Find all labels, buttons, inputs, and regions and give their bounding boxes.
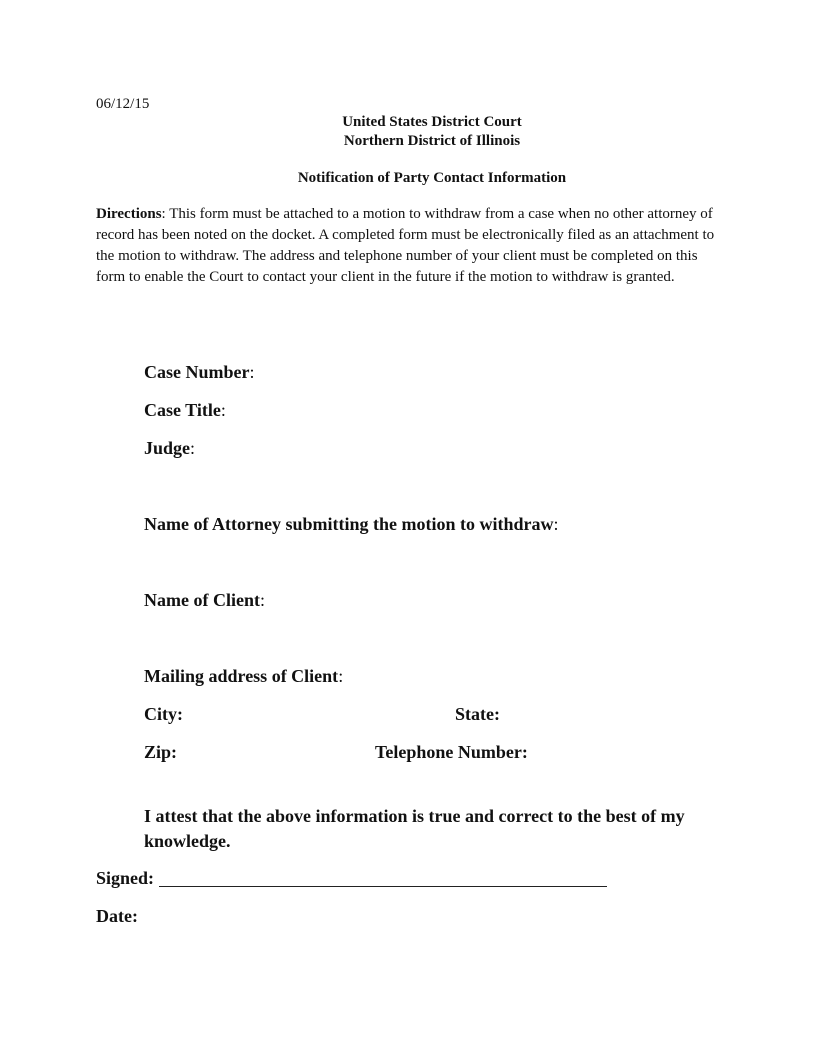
attorney-name-colon: : bbox=[553, 514, 559, 534]
zip-label: Zip: bbox=[144, 742, 178, 762]
case-number-field bbox=[144, 362, 255, 383]
case-number-colon: : bbox=[249, 362, 255, 382]
attorney-name-field bbox=[144, 514, 559, 535]
client-name-field bbox=[144, 590, 265, 611]
judge-field bbox=[144, 438, 195, 459]
judge-label: Judge bbox=[144, 438, 191, 458]
attestation-statement: I attest that the above information is true and correct to the best of my knowledge. bbox=[144, 806, 685, 851]
case-title-label: Case Title bbox=[144, 400, 221, 420]
mailing-address-label: Mailing address of Client bbox=[144, 666, 339, 686]
client-name-label: Name of Client bbox=[144, 590, 260, 610]
court-name: United States District Court bbox=[342, 114, 522, 130]
attorney-name-label: Name of Attorney submitting the motion to withdraw bbox=[144, 514, 554, 534]
mailing-address-field bbox=[144, 666, 343, 687]
form-revision-date: 06/12/15 bbox=[96, 96, 150, 112]
court-district: Northern District of Illinois bbox=[343, 133, 521, 149]
directions-label: Directions bbox=[96, 206, 162, 222]
date-label: Date: bbox=[96, 906, 138, 926]
directions-text: : This form must be attached to a motion to withdraw from a case when no other attorney of record has been noted on the docket. A completed form must be electronically filed as an attachment to the motion to withdraw. The address and telephone number of your client must be completed on this form to enable the Court to contact your client in the future if the motion to withdraw is granted. bbox=[96, 206, 715, 285]
case-number-label: Case Number bbox=[144, 362, 250, 382]
case-title-colon: : bbox=[220, 400, 226, 420]
state-label: State: bbox=[455, 704, 500, 724]
mailing-address-colon: : bbox=[338, 666, 344, 686]
signature-line bbox=[159, 886, 607, 887]
case-title-field bbox=[144, 400, 226, 421]
telephone-label: Telephone Number: bbox=[375, 742, 528, 762]
form-title: Notification of Party Contact Information bbox=[297, 170, 567, 186]
client-name-colon: : bbox=[259, 590, 265, 610]
city-label: City: bbox=[144, 704, 183, 724]
signed-label: Signed: bbox=[96, 868, 155, 888]
judge-colon: : bbox=[190, 438, 196, 458]
directions-paragraph bbox=[96, 204, 726, 288]
